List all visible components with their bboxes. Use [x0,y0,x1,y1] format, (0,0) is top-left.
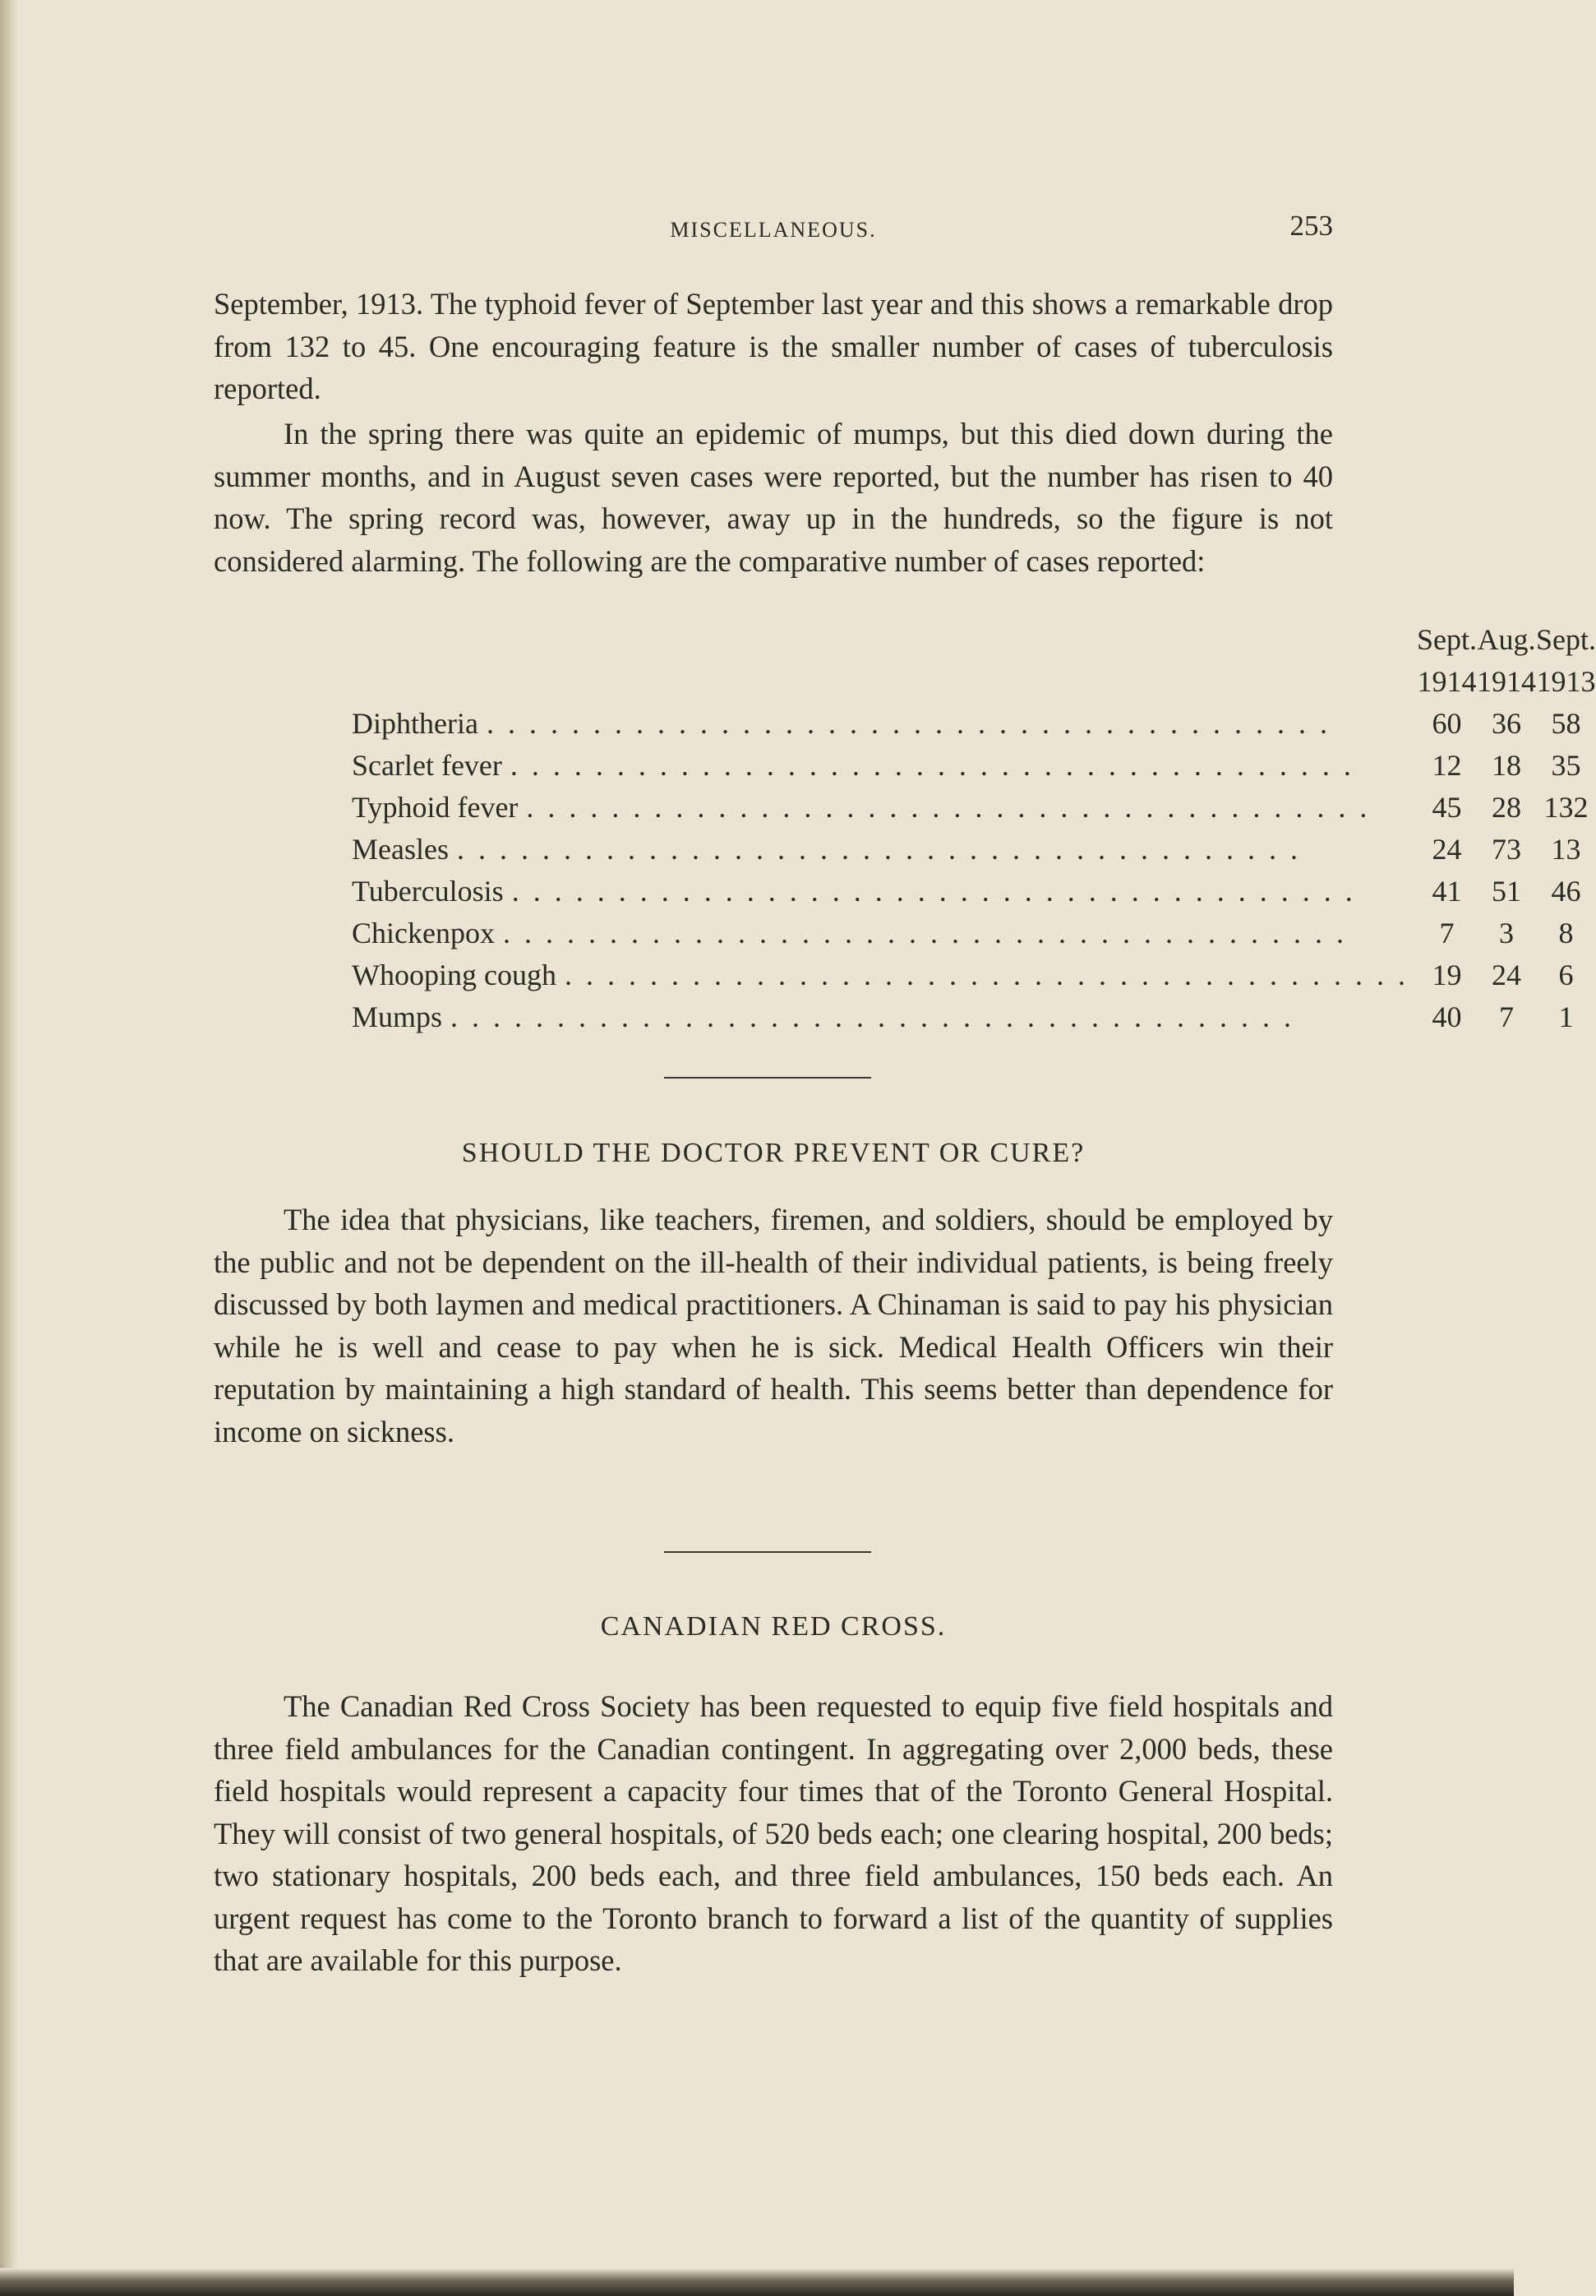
cell-sept-1913: 35 [1551,748,1581,782]
disease-name: Diphtheria [352,706,478,740]
table-row: Chickenpox . . . . . . . . . . . . . . . . . . . . . . . . . . . . . . . . . . . . . . . . 7 3 8 [352,912,1596,954]
header-year-aug-1914: 1914 [1476,664,1536,698]
cell-sept-1913: 6 [1558,958,1574,991]
cell-sept-1914: 24 [1432,832,1462,866]
cell-sept-1913: 1 [1558,1000,1574,1033]
cell-aug-1914: 73 [1491,832,1521,866]
paragraph-typhoid-continuation: September, 1913. The typhoid fever of September last year and this shows a remarkable drop from 132 to 45. One encouraging feature is the smaller number of cases of tuberculosis reported. [214,287,1333,405]
cell-aug-1914: 36 [1491,706,1521,740]
cell-aug-1914: 28 [1491,790,1521,824]
cell-sept-1913: 8 [1558,916,1574,949]
header-month-sept-1913: Sept. [1535,622,1596,656]
cell-sept-1913: 46 [1551,874,1581,908]
disease-name: Typhoid fever [352,790,519,824]
cell-aug-1914: 51 [1491,874,1521,908]
cell-aug-1914: 24 [1491,958,1521,991]
cell-sept-1913: 58 [1551,706,1581,740]
disease-cases-table [352,618,1596,1037]
disease-name: Scarlet fever [352,748,502,782]
cell-sept-1913: 13 [1551,832,1581,866]
disease-name: Whooping cough [352,958,556,991]
table-row: Tuberculosis . . . . . . . . . . . . . . . . . . . . . . . . . . . . . . . . . . . . . . . . 41 51 46 [352,870,1596,912]
cell-sept-1914: 12 [1432,748,1462,782]
disease-name: Chickenpox [352,916,495,949]
section-divider [664,1077,871,1079]
table-row: Scarlet fever . . . . . . . . . . . . . . . . . . . . . . . . . . . . . . . . . . . . . . . . 12 18 35 [352,744,1596,786]
table-row: Whooping cough . . . . . . . . . . . . . . . . . . . . . . . . . . . . . . . . . . . . . . . . 19 24 6 [352,954,1596,996]
cell-sept-1914: 45 [1432,790,1462,824]
page-bottom-edge [0,2268,1514,2296]
paragraph-mumps: In the spring there was quite an epidemic of mumps, but this died down during the summer months, and in August seven cases were reported, but the number has risen to 40 now. The spring record was, however, away up in the hundreds, so the figure is not considered alarming. The following are the comparative number of cases reported: [214,417,1333,578]
section-heading-doctor: SHOULD THE DOCTOR PREVENT OR CURE? [461,1138,1086,1168]
header-month-aug-1914: Aug. [1477,622,1536,656]
paragraph-doctor: The idea that physicians, like teachers, firemen, and soldiers, should be employed by the public and not be dependent on the ill-health of their individual patients, is being freely discussed by both laymen and medical practitioners. A Chinaman is said to pay his physician while he is well and cease to pay when he is sick. Medical Health Officers win their reputation by maintaining a high standard of health. This seems better than dependence for income on sickness. [214,1203,1333,1448]
running-head [214,210,1333,251]
page-binding-shadow [0,0,18,2296]
cell-aug-1914: 18 [1491,748,1521,782]
cell-sept-1914: 19 [1432,958,1462,991]
cell-sept-1914: 60 [1432,706,1462,740]
cell-sept-1913: 132 [1543,790,1589,824]
table-row: Diphtheria . . . . . . . . . . . . . . . . . . . . . . . . . . . . . . . . . . . . . . . . 60 36 58 [352,702,1596,744]
cell-sept-1914: 40 [1432,1000,1462,1033]
section-divider [664,1551,871,1553]
table-header-years [352,660,1596,702]
header-year-sept-1913: 1913 [1536,664,1596,698]
section-heading-red-cross: CANADIAN RED CROSS. [600,1611,947,1642]
running-title: MISCELLANEOUS. [670,218,877,242]
disease-name: Mumps [352,1000,443,1033]
header-year-sept-1914: 1914 [1417,664,1477,698]
header-month-sept-1914: Sept. [1416,622,1477,656]
table-row: Mumps . . . . . . . . . . . . . . . . . . . . . . . . . . . . . . . . . . . . . . . . 40 7 1 [352,996,1596,1037]
cell-sept-1914: 7 [1439,916,1455,949]
table-row: Measles . . . . . . . . . . . . . . . . . . . . . . . . . . . . . . . . . . . . . . . . 24 73 13 [352,828,1596,870]
cell-aug-1914: 3 [1498,916,1514,949]
cell-sept-1914: 41 [1432,874,1462,908]
table-header-months [352,618,1596,660]
cell-aug-1914: 7 [1498,1000,1514,1033]
disease-name: Tuberculosis [352,874,504,908]
table-row: Typhoid fever . . . . . . . . . . . . . . . . . . . . . . . . . . . . . . . . . . . . . . . . 45 28 132 [352,786,1596,828]
paragraph-red-cross: The Canadian Red Cross Society has been requested to equip five field hospitals and three field ambulances for the Canadian contingent. In aggregating over 2,000 beds, these field hospitals would represent a capacity four times that of the Toronto General Hospital. They will consist of two general hospitals, of 520 beds each; one clearing hospital, 200 beds; two stationary hospitals, 200 beds each, and three field ambulances, 150 beds each. An urgent request has come to the Toronto branch to forward a list of the quantity of supplies that are available for this purpose. [214,1689,1333,1977]
disease-name: Measles [352,832,449,866]
page-number: 253 [1289,210,1333,242]
